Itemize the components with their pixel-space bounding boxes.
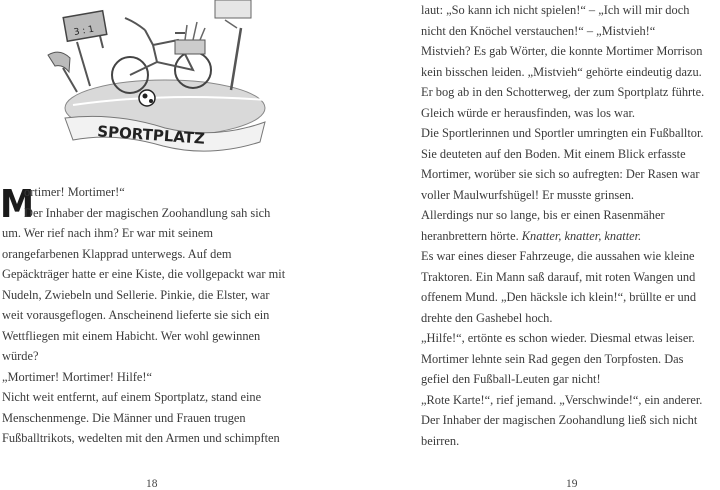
text-line: Der Inhaber der magischen Zoohandlung sah sich xyxy=(24,205,271,220)
text-line: Traktoren. Ein Mann saß darauf, mit roten Wangen und xyxy=(421,269,696,284)
text-line: Allerdings nur so lange, bis er einen Rasenmäher xyxy=(421,208,665,222)
text-line: Nicht weit entfernt, auf einem Sportplatz, stand eine xyxy=(2,390,262,404)
text-line: ortimer! Mortimer!“ xyxy=(24,185,125,199)
text-line: Es war eines dieser Fahrzeuge, die aussahen wie kleine xyxy=(421,249,695,263)
right-body-text xyxy=(421,0,704,451)
text-fragment: heranbrettern hörte. xyxy=(421,228,522,243)
text-line: offenem Mund. „Den häcksle ich klein!“, brüllte er und xyxy=(421,290,697,304)
text-line: laut: „So kann ich nicht spielen!“ – „Ich will mir doch xyxy=(421,3,690,17)
text-line-with-italic xyxy=(421,226,704,247)
text-line: voller Maulwurfshügel! Er musste grinsen. xyxy=(421,187,635,202)
text-line: Menschenmenge. Die Männer und Frauen trugen xyxy=(2,410,246,425)
text-line: Fußballtrikots, wedelten mit den Armen und schimpften xyxy=(2,431,280,445)
scoreboard-score: 3 : 1 xyxy=(73,24,95,38)
text-line: Er bog ab in den Schotterweg, der zum Sportplatz führte. xyxy=(421,85,705,99)
text-line: Nudeln, Zwiebeln und Sellerie. Pinkie, die Elster, war xyxy=(2,287,270,302)
text-line: Wettfliegen mit einem Habicht. Wer wohl gewinnen xyxy=(2,328,261,343)
text-line: Mortimer, worüber sie sich so aufregten: Der Rasen war xyxy=(421,167,700,181)
text-line: „Mortimer! Mortimer! Hilfe!“ xyxy=(2,369,153,384)
text-line: „Hilfe!“, ertönte es schon wieder. Diesmal etwas leiser. xyxy=(421,331,695,345)
text-line: um. Wer rief nach ihm? Er war mit seinem xyxy=(2,226,214,240)
text-line: Mistvieh? Es gab Wörter, die konnte Mortimer Morrison xyxy=(421,44,703,58)
sportplatz-illustration xyxy=(45,0,275,160)
illustration-label: SPORTPLATZ xyxy=(96,122,206,148)
text-line: Gleich würde er herausfinden, was los war. xyxy=(421,105,636,120)
text-line: gefiel den Fußball-Leuten gar nicht! xyxy=(421,372,601,386)
italic-sound-effect: Knatter, knatter, knatter. xyxy=(521,228,642,243)
text-line: nicht den Knöchel verstauchen!“ – „Mistvieh!“ xyxy=(421,23,656,38)
left-body-text xyxy=(2,182,285,449)
page-number-right: 19 xyxy=(566,478,578,490)
text-line: „Rote Karte!“, rief jemand. „Verschwinde!“, ein anderer. xyxy=(421,392,703,407)
text-line: Der Inhaber der magischen Zoohandlung ließ sich nicht xyxy=(421,413,698,427)
page-number-left: 18 xyxy=(146,478,158,490)
text-line: Die Sportlerinnen und Sportler umringten ein Fußballtor. xyxy=(421,126,704,140)
drop-cap: M xyxy=(0,182,35,226)
text-line: beirren. xyxy=(421,433,460,448)
text-line: Mortimer lehnte sein Rad gegen den Torpfosten. Das xyxy=(421,351,684,366)
right-page xyxy=(360,0,720,490)
text-line: weit vorausgeflogen. Anscheinend lieferte sie sich ein xyxy=(2,308,270,322)
text-line: würde? xyxy=(2,349,39,363)
text-line: Gepäckträger hatte er eine Kiste, die vollgepackt war mit xyxy=(2,267,286,281)
text-line: kein bisschen leiden. „Mistvieh“ gehörte eindeutig dazu. xyxy=(421,64,702,79)
text-line: drehte den Gashebel hoch. xyxy=(421,310,553,325)
text-line: Sie deuteten auf den Boden. Mit einem Blick erfasste xyxy=(421,146,686,161)
text-line: orangefarbenen Klapprad unterwegs. Auf dem xyxy=(2,246,232,261)
